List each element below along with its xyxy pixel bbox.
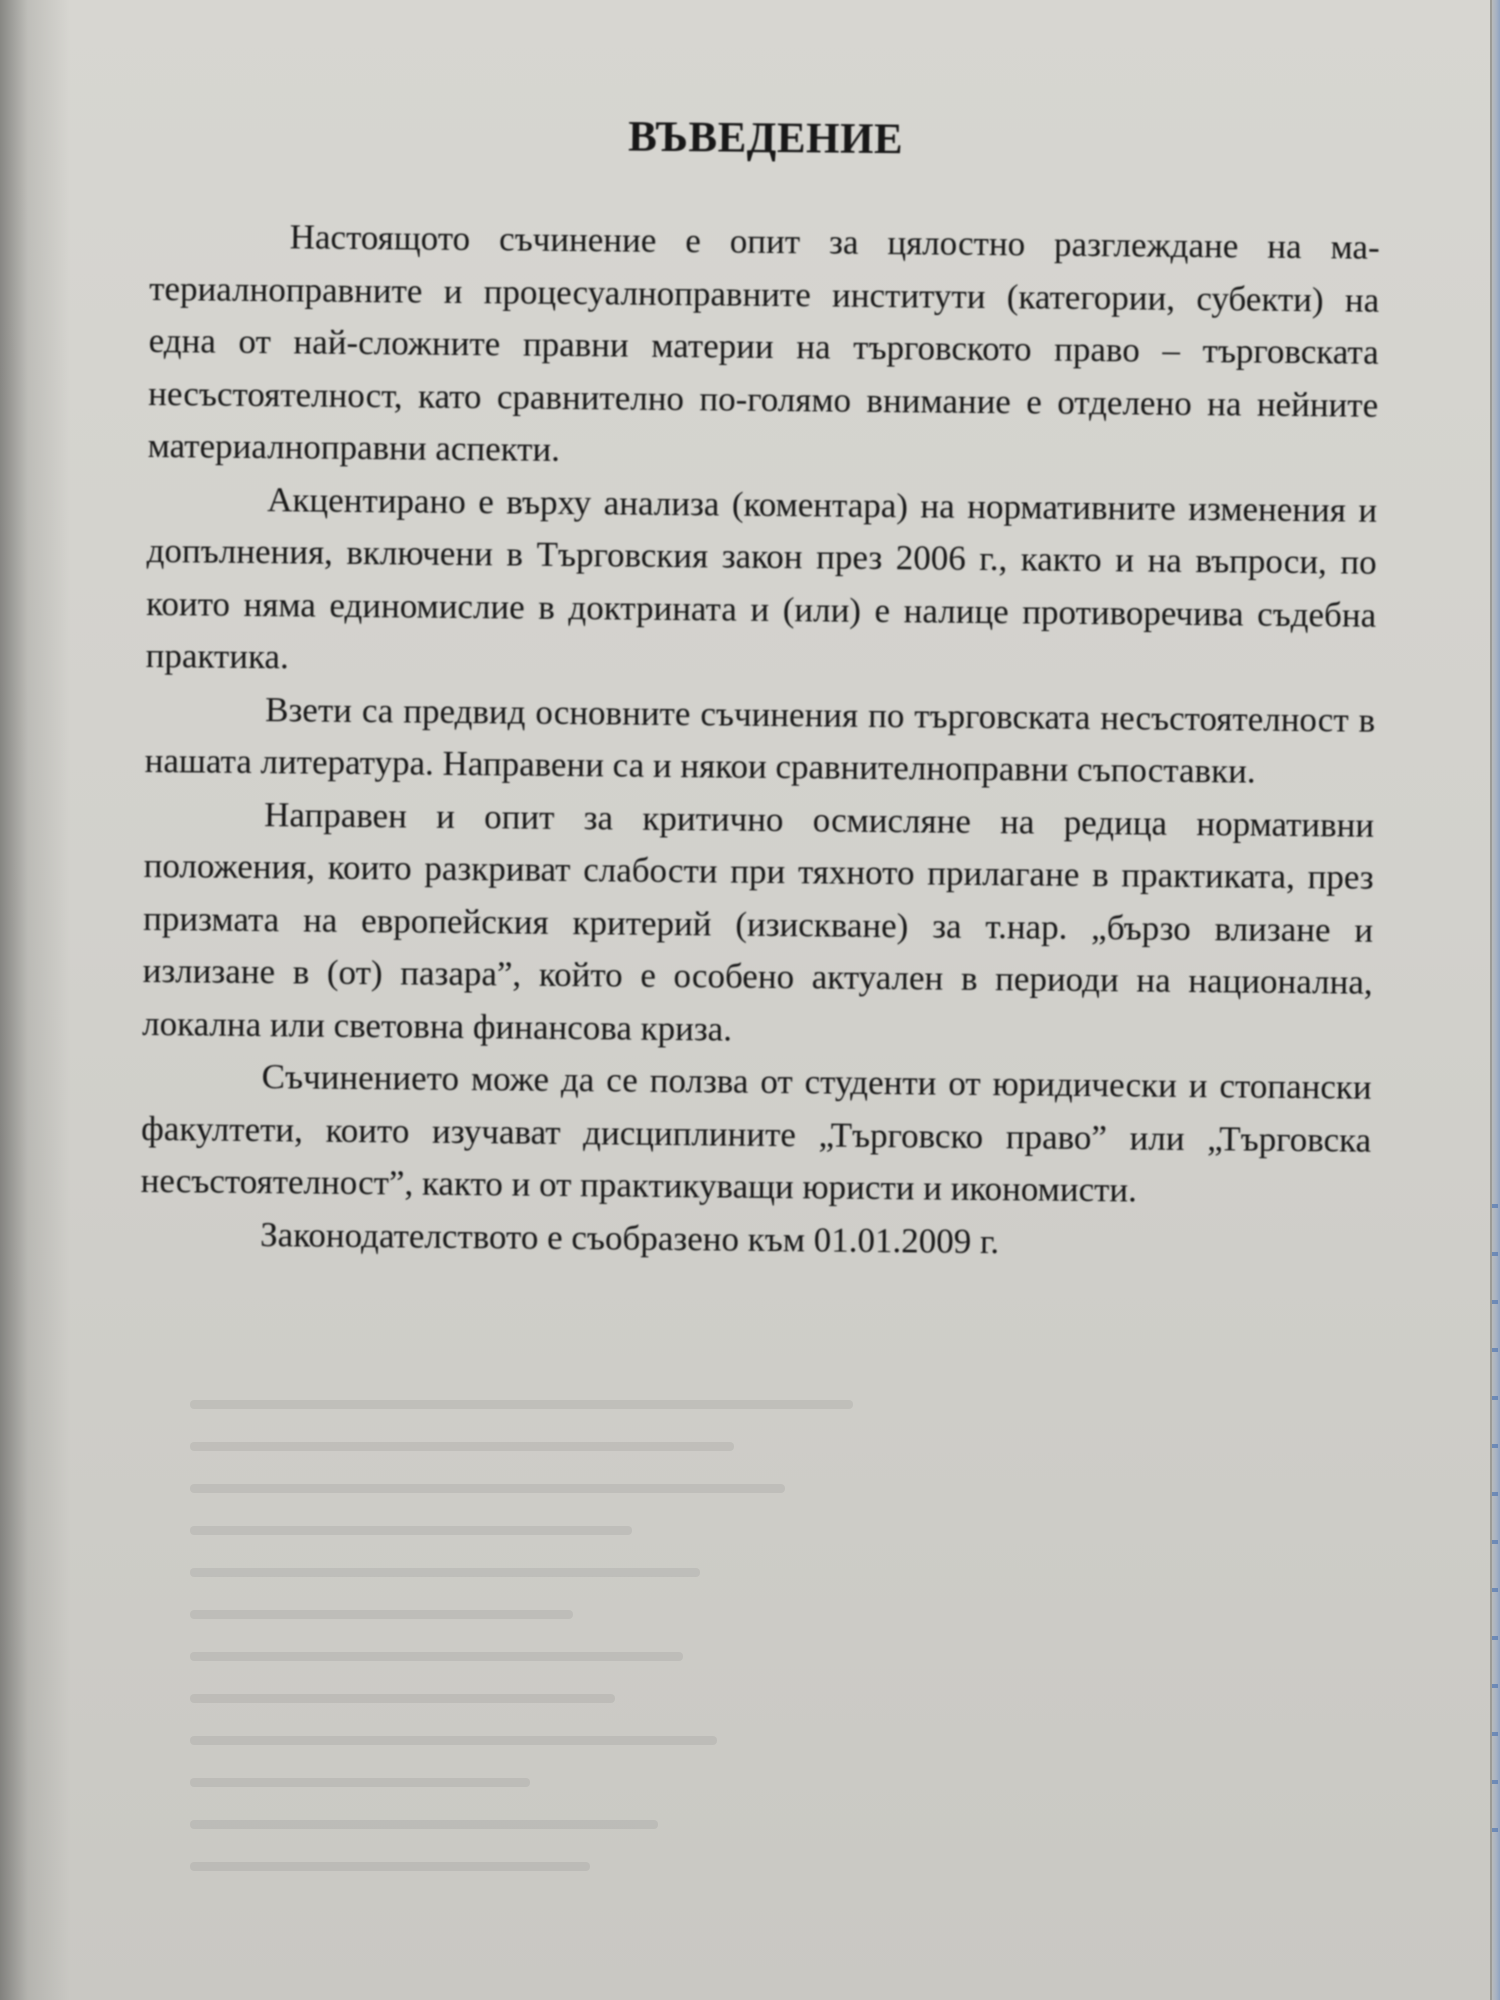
reverse-page-show-through <box>190 1400 1040 1940</box>
paragraph: Съчинението може да се ползва от студенти от юридически и стопански факултети, които изучават дисциплините „Търговско право” или „Търговска несъстоятелност”, както и от практикуващи юристи и икономисти. <box>140 1057 1372 1210</box>
paragraph: Акцентирано е върху анализа (коментара) на нормативните изменения и допълнения, включени в Търговския закон през 2006 г., както и на въпроси, по които няма единомислие в доктрината и (или) е налице противоречива съдебна практика. <box>145 479 1378 677</box>
page-text-block <box>140 0 1382 1261</box>
page-edge-marks <box>1492 1160 1498 1860</box>
paragraph: Направен и опит за критично осмисляне на редица нормативни положения, които разкриват слабости при тяхното прилагане в практиката, през призмата на европейския критерий (изискване) за т.нар. „бързо влизане и излизане в (от) пазара”, който е особено актуален в периоди на национална, локална или световна финансова криза. <box>141 794 1375 1049</box>
gutter-shadow <box>0 0 70 2000</box>
paragraph: Взети са предвид основните съчинения по търговската несъстоятелност в нашата литература. Направени са и някои сравнителноправни съпоставки. <box>144 689 1376 791</box>
paragraph: Законодателството е съобразено към 01.01.2009 г. <box>259 1214 1000 1261</box>
body-text <box>140 210 1380 1272</box>
chapter-title: ВЪВЕДЕНИЕ <box>627 113 904 164</box>
right-page-edge <box>1490 0 1500 2000</box>
paragraph: Настоящото съчинение е опит за цялостно разглеждане на материалноправните и процесуалноправните институти (категории, субекти) на една от най-сложните правни материи на търговското право – търговската несъстоятелност, като сравнително по-голямо внимание е отделено на нейните материалноправни аспекти. <box>147 217 1380 469</box>
